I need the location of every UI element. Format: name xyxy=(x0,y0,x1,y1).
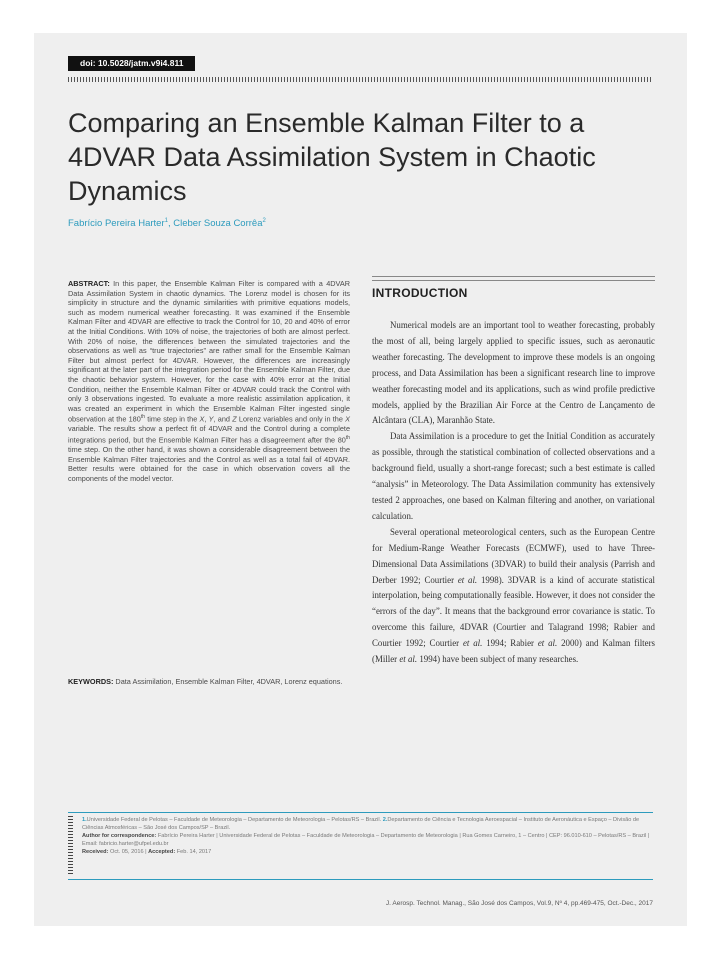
abstract-label: ABSTRACT: xyxy=(68,279,110,288)
author-1: Fabrício Pereira Harter xyxy=(68,218,165,230)
affiliation-number: 1. xyxy=(82,817,87,823)
correspondence xyxy=(82,832,653,848)
introduction-body xyxy=(372,318,655,668)
abstract-var: X xyxy=(199,414,205,424)
section-rule xyxy=(372,276,655,281)
abstract-text: , xyxy=(204,414,209,424)
affiliation-text: Universidade Federal de Pelotas – Faculdade de Meteorologia – Departamento de Meteorologia – Pelotas/RS – Brazil. xyxy=(86,817,383,823)
et-al: et al. xyxy=(537,638,558,649)
footnote-tick-bar xyxy=(68,816,73,874)
affiliation-text: Departamento de Ciência e Tecnologia Aeroespacial – Instituto de Aeronáutica e Espaço – Divisão de Ciências Atmosféricas – São José dos Campos/SP – Brazil. xyxy=(82,817,640,832)
keywords xyxy=(68,677,350,687)
paper-title: Comparing an Ensemble Kalman Filter to a 4DVAR Data Assimilation System in Chaotic Dynamics xyxy=(68,108,596,206)
et-al: et al. xyxy=(457,574,478,585)
section-heading-introduction: INTRODUCTION xyxy=(372,286,468,300)
received-label: Received: xyxy=(82,849,109,856)
abstract-text: In this paper, the Ensemble Kalman Filter is compared with a 4DVAR Data Assimilation System in chaotic dynamics. The Lorenz model is chosen for its simplicity in structure and the dynamic similarities with primitive equations models, such as modern numerical weather forecasting. It was examined if the Ensemble Kalman Filter and 4DVAR are effective to track the Control for 10, 20 and 40% of error at the Initial Conditions. With 10% of noise, the trajectories of both are almost perfect. With 20% of noise, the differences between the simulated trajectories and the observations as well as “true trajectories” are rather small for the Ensemble Kalman Filter but almost perfect for 4DVAR. However, the differences are increasingly significant at the later part of the integration period for the Ensemble Kalman Filter, due the chaotic behavior system. However, for the case with 40% error at the Initial Condition, neither the Ensemble Kalman Filter or 4DVAR could track the Control with only 3 observations ingested. To evaluate a more realistic assimilation application, it was created an experiment in which the Ensemble Kalman Filter ingested single observation at the 180 xyxy=(68,279,350,424)
paragraph: Numerical models are an important tool to weather forecasting, probably the most of all, being largely applied to specific issues, such as aeronautic weather forecasting. The development to improve these models is an ongoing process, and Data Assimilation has been a significant research line to improve weather forecasting model and its applications, such as wind profile predictive models, applied by the Brazilian Air Force at the Centro de Lançamento de Alcântara (CLA), Maranhão State. xyxy=(372,320,655,426)
abstract-text: , and xyxy=(213,414,233,424)
abstract xyxy=(68,279,350,483)
abstract-text: Lorenz variables and only in the xyxy=(236,414,346,424)
accepted-label: Accepted: xyxy=(148,849,176,856)
author-2: Cleber Souza Corrêa xyxy=(173,218,263,230)
header-tick-rule xyxy=(68,77,652,82)
footnote-rule-top xyxy=(68,812,653,813)
dates xyxy=(82,848,653,856)
footnote-rule-bottom xyxy=(68,879,653,880)
abstract-var: X xyxy=(345,414,350,424)
paragraph-text: 2000) and Kalman filters (Miller xyxy=(372,638,655,665)
accepted-date: Feb. 14, 2017 xyxy=(175,849,212,856)
author-separator: , xyxy=(167,218,174,230)
abstract-text: time step in the xyxy=(144,414,200,424)
abstract-sup: th xyxy=(345,434,350,441)
paragraph-text: 1998). 3DVAR is a kind of accurate statistical interpolation, being computationally feasible. However, it does not consider the “errors of the day”. It means that the background error covariance is static. To overcome this failure, 4DVAR (Courtier and Talagrand 1998; Rabier and Courtier 1992; Courtier xyxy=(372,574,655,649)
correspondence-label: Author for correspondence: xyxy=(82,833,157,840)
keywords-label: KEYWORDS: xyxy=(68,677,114,686)
author-2-affiliation: 2 xyxy=(262,218,266,224)
keywords-text: Data Assimilation, Ensemble Kalman Filter, 4DVAR, Lorenz equations. xyxy=(113,677,343,686)
correspondence-text: Fabrício Pereira Harter | Universidade Federal de Pelotas – Faculdade de Meteorologia – Departamento de Meteorologia | Rua Gomes Carneiro, 1 – Centro | CEP: 96.010-610 – Pelotas/RS – Brazil | Email: fabricio.harter@ufpel.edu.br xyxy=(82,833,650,848)
paragraph-text: 1994) have been subject of many researches. xyxy=(417,654,579,665)
affiliation-number: 2. xyxy=(382,817,388,823)
footnotes xyxy=(82,816,653,856)
abstract-sup: th xyxy=(140,414,145,421)
journal-reference: J. Aerosp. Technol. Manag., São José dos Campos, Vol.9, Nº 4, pp.469-475, Oct.-Dec., 2017 xyxy=(385,900,653,907)
received-date: Oct. 05, 2016 | xyxy=(108,849,149,856)
abstract-text: time step. On the other hand, it was shown a considerable disagreement between the Ensemble Kalman Filter trajectories and the Control as well as a total fail of 4DVAR. Better results were obtained for the case in which observation covers all the components of the model vector. xyxy=(68,444,350,483)
paragraph: Data Assimilation is a procedure to get the Initial Condition as accurately as possible, through the statistical combination of collected observations and a background field, usually a short-range forecast; such a best estimate is called “analysis” in Meteorology. The Data Assimilation community has extensively tested 2 approaches, one based on Kalman filtering and another, on variational calculation. xyxy=(372,431,655,521)
et-al: et al. xyxy=(399,654,418,665)
abstract-text: variable. The results show a perfect fit of 4DVAR and the Control during a complete integrations period, but the Ensemble Kalman Filter has a disagreement after the 80 xyxy=(68,424,350,445)
paragraph-text: Several operational meteorological centers, such as the European Centre for Medium-Range Weather Forecasts (ECMWF), used to have Three-Dimensional Data Assimilations (3DVAR) to build their analysis (Parrish and Derber 1992; Courtier xyxy=(372,526,655,585)
paragraph xyxy=(372,525,655,668)
et-al: et al. xyxy=(462,638,483,649)
author-1-affiliation: 1 xyxy=(164,218,168,224)
abstract-var: Y xyxy=(208,414,214,424)
paragraph-text: 1994; Rabier xyxy=(482,638,538,649)
doi-label: doi: 10.5028/jatm.v9i4.811 xyxy=(68,56,195,71)
affiliations xyxy=(82,816,653,832)
abstract-var: Z xyxy=(232,414,237,424)
author-list xyxy=(68,218,266,229)
